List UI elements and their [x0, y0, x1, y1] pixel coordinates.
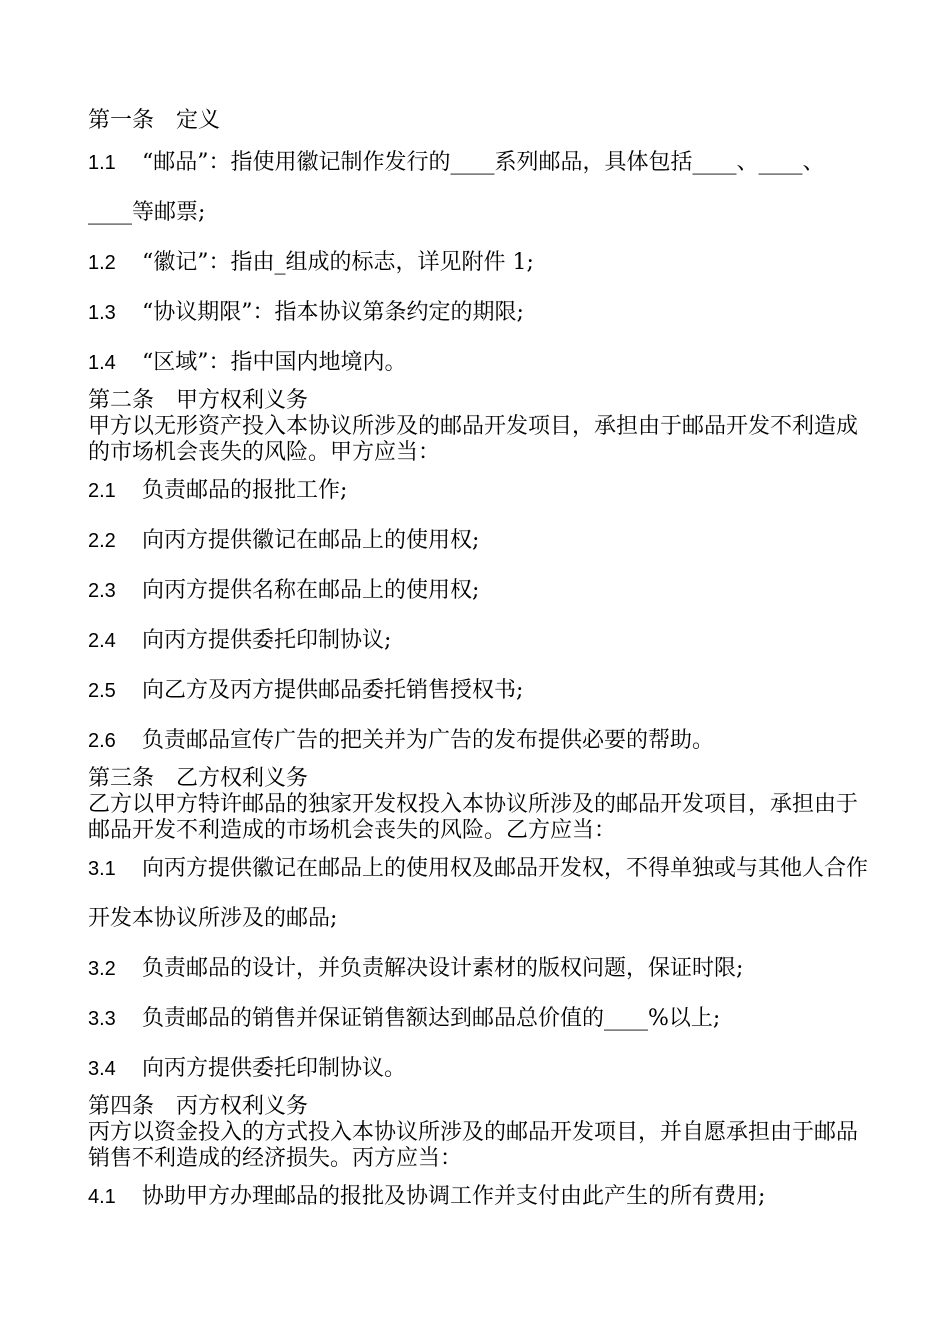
clause-item — [88, 338, 868, 388]
clause-number: 1.4 — [88, 352, 116, 374]
section-heading: 第二条 甲方权利义务 — [88, 388, 309, 413]
clause-number: 2.2 — [88, 530, 116, 552]
clause-number: 2.3 — [88, 580, 116, 602]
clause-number: 2.4 — [88, 630, 116, 652]
clause-number: 1.2 — [88, 252, 116, 274]
clause-text: 向丙方提供委托印制协议; — [142, 628, 392, 653]
clause-text: 负责邮品的报批工作; — [142, 478, 348, 503]
clause-number: 3.1 — [88, 858, 116, 880]
clause-text: 向丙方提供徽记在邮品上的使用权及邮品开发权，不得单独或与其他人合作开发本协议所涉及的邮品; — [88, 856, 869, 931]
clause-number: 3.4 — [88, 1058, 116, 1080]
clause-text: 向丙方提供徽记在邮品上的使用权; — [142, 528, 480, 553]
clause-text: “徽记”：指由_组成的标志，详见附件 1; — [142, 250, 534, 275]
clause-item — [88, 566, 868, 616]
clause-item — [88, 288, 868, 338]
clause-item — [88, 466, 868, 516]
clause-number: 3.2 — [88, 958, 116, 980]
clause-item — [88, 1044, 868, 1094]
clause-text: 负责邮品宣传广告的把关并为广告的发布提供必要的帮助。 — [142, 728, 715, 753]
clause-number: 1.1 — [88, 152, 116, 174]
clause-item — [88, 616, 868, 666]
clause-item — [88, 716, 868, 766]
section-intro: 丙方以资金投入的方式投入本协议所涉及的邮品开发项目，并自愿承担由于邮品销售不利造成的经济损失。丙方应当： — [88, 1120, 859, 1171]
clause-number: 2.1 — [88, 480, 116, 502]
clause-text: 向丙方提供名称在邮品上的使用权; — [142, 578, 480, 603]
document-page — [88, 108, 868, 1222]
clause-item — [88, 844, 868, 944]
clause-text: “邮品”：指使用徽记制作发行的____系列邮品，具体包括____、____、____等邮票; — [88, 150, 825, 225]
section-heading: 第三条 乙方权利义务 — [88, 766, 309, 791]
clause-text: “协议期限”：指本协议第条约定的期限; — [142, 300, 524, 325]
clause-item — [88, 516, 868, 566]
section-heading: 第四条 丙方权利义务 — [88, 1094, 309, 1119]
clause-item — [88, 666, 868, 716]
section-intro: 甲方以无形资产投入本协议所涉及的邮品开发项目，承担由于邮品开发不利造成的市场机会丧失的风险。甲方应当： — [88, 414, 859, 465]
clause-number: 2.5 — [88, 680, 116, 702]
clause-item — [88, 1172, 868, 1222]
section-heading: 第一条 定义 — [88, 108, 221, 133]
clause-text: 负责邮品的设计，并负责解决设计素材的版权问题，保证时限; — [142, 956, 744, 981]
clause-text: 向乙方及丙方提供邮品委托销售授权书; — [142, 678, 524, 703]
clause-text: “区域”：指中国内地境内。 — [142, 350, 407, 375]
clause-number: 3.3 — [88, 1008, 116, 1030]
clause-number: 4.1 — [88, 1186, 116, 1208]
clause-text: 负责邮品的销售并保证销售额达到邮品总价值的____%以上; — [142, 1006, 721, 1031]
clause-number: 2.6 — [88, 730, 116, 752]
clause-text: 向丙方提供委托印制协议。 — [142, 1056, 407, 1081]
clause-text: 协助甲方办理邮品的报批及协调工作并支付由此产生的所有费用; — [142, 1184, 766, 1209]
clause-number: 1.3 — [88, 302, 116, 324]
clause-item — [88, 994, 868, 1044]
clause-item — [88, 138, 868, 238]
clause-item — [88, 238, 868, 288]
clause-item — [88, 944, 868, 994]
section-intro: 乙方以甲方特许邮品的独家开发权投入本协议所涉及的邮品开发项目，承担由于邮品开发不利造成的市场机会丧失的风险。乙方应当： — [88, 792, 859, 843]
